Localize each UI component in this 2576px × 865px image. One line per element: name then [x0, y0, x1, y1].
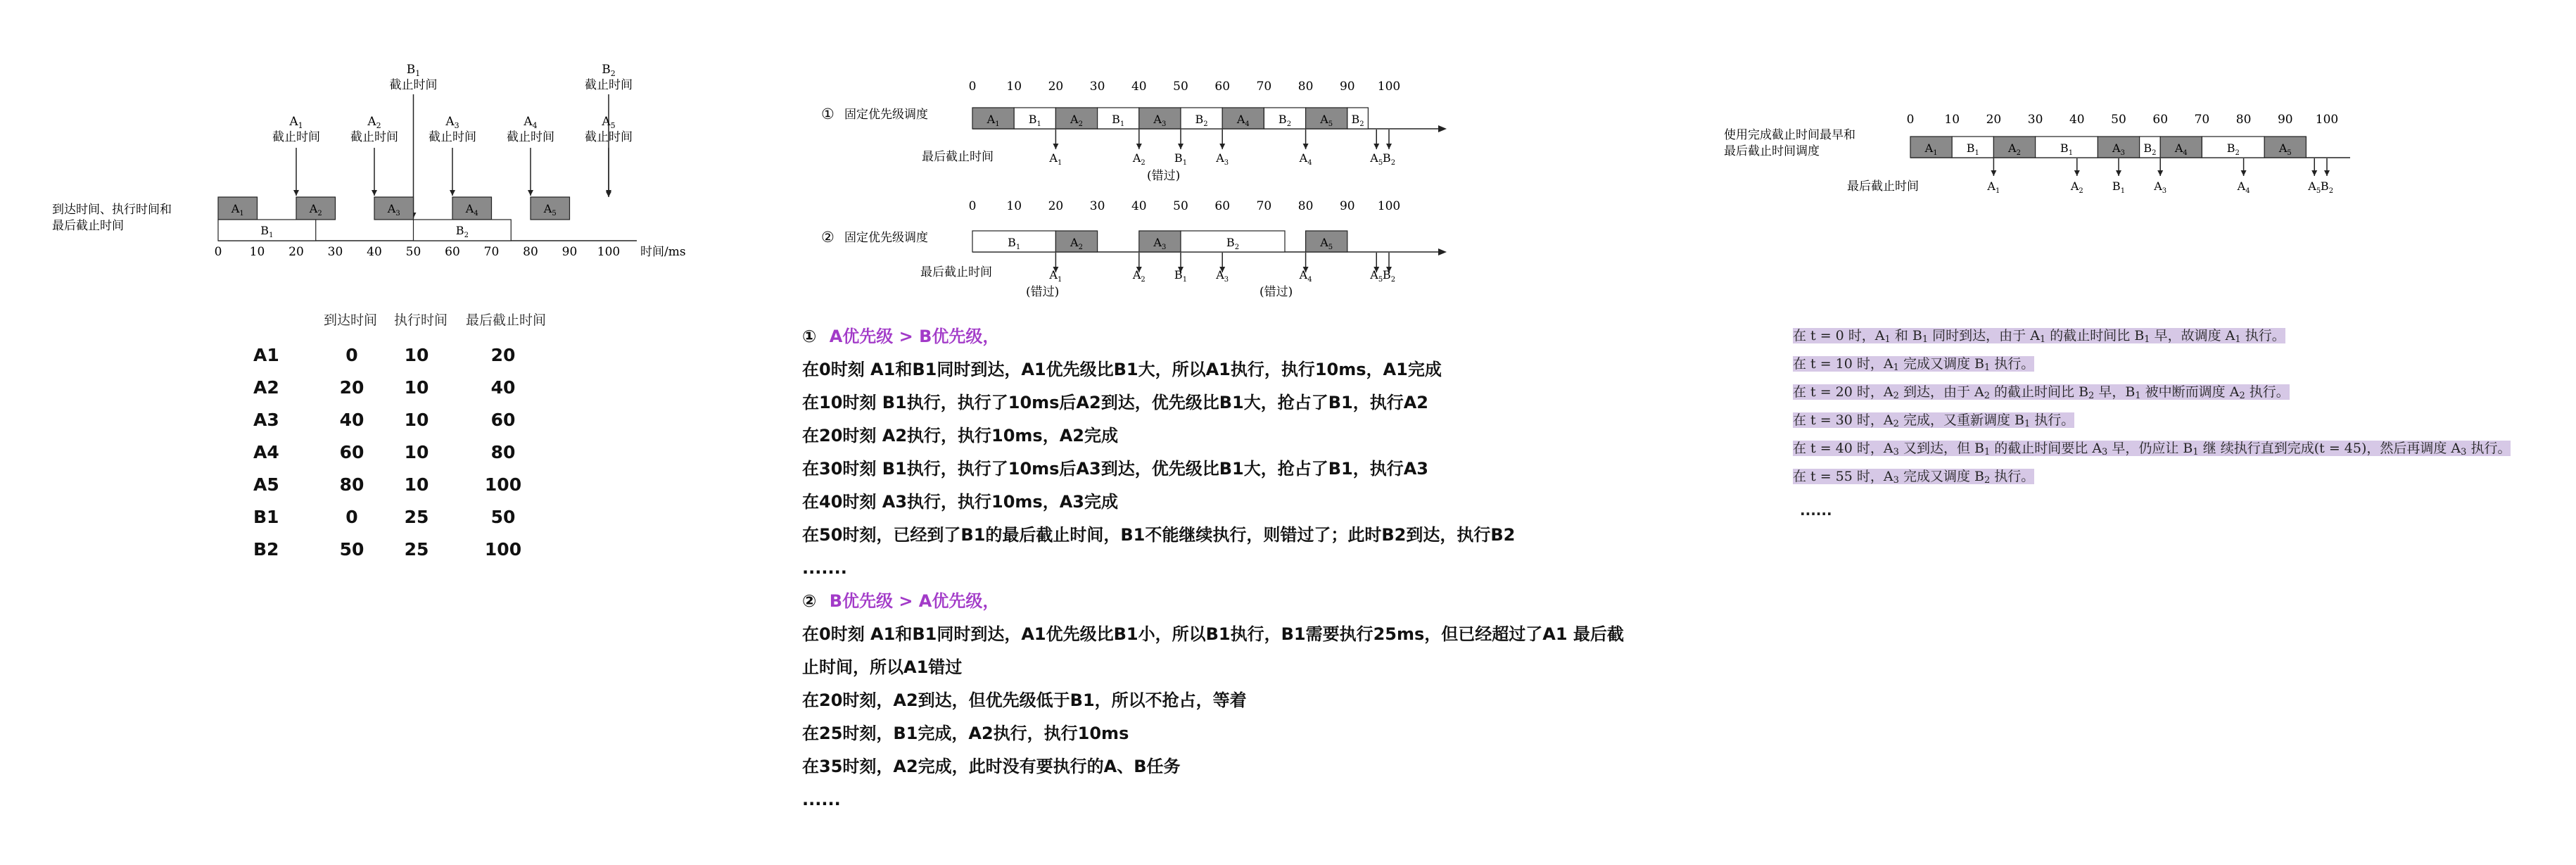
note-text: 继 续执行直到完成(t = 45)，然后再调度 A	[2198, 441, 2461, 456]
deadline-arrow-head	[2311, 170, 2317, 176]
chart2-blocks	[972, 231, 1447, 255]
tick-label: 100	[1377, 80, 1401, 94]
block-b-label: $B_2$	[455, 224, 469, 239]
note-text: 执行。	[2030, 412, 2075, 428]
arrive-value: 60	[339, 442, 364, 462]
a-deadline-text: 截止时间	[585, 130, 633, 144]
edf-label-line1: 使用完成截止时间最早和	[1724, 128, 1855, 142]
subscript: 1	[1984, 362, 1991, 373]
axis-arrow	[1438, 248, 1447, 255]
deadline-arrow-head	[1303, 144, 1309, 149]
explanation-line: 在30时刻 B1执行，执行了10ms后A3到达，优先级比B1大，抢占了B1，执行A3	[802, 459, 1428, 479]
arrive-value: 20	[339, 377, 364, 398]
deadline-arrow-head	[1991, 170, 1996, 176]
tick-label: 70	[483, 245, 500, 259]
edf-note-highlight	[1793, 384, 2290, 400]
block-label: $B_2$	[1195, 113, 1208, 128]
chart1-ticks	[969, 80, 1401, 94]
subscript: 1	[1984, 447, 1991, 457]
side-label-line1: 到达时间、执行时间和	[52, 203, 172, 217]
edf-blocks	[1910, 137, 2350, 161]
explanation-line: .......	[802, 558, 847, 578]
chart2-deadline-label: 最后截止时间	[920, 265, 992, 279]
subscript: 1	[2235, 334, 2241, 345]
edf-note-highlight	[1793, 356, 2034, 372]
exec-value: 10	[404, 474, 429, 495]
edf-note-highlight	[1793, 469, 2034, 484]
subscript: 1	[2144, 334, 2150, 345]
tick-label: 0	[968, 199, 977, 213]
tick-label: 30	[1089, 80, 1105, 94]
tick-label: 30	[1089, 199, 1105, 213]
block-a-label: $A_5$	[543, 202, 557, 217]
subscript: 3	[2461, 447, 2467, 457]
exec-value: 10	[404, 410, 429, 430]
explanation-line: ......	[802, 790, 841, 809]
subscript: 1	[2193, 447, 2199, 457]
a-deadline-sym: $A_5$	[602, 115, 616, 130]
tick-label: 10	[1006, 199, 1022, 213]
tick-label: 80	[1297, 199, 1314, 213]
tick-label: 100	[597, 245, 621, 259]
deadline-mark: $B_1$	[2112, 179, 2126, 195]
explanation-line: 在25时刻，B1完成，A2执行，执行10ms	[802, 724, 1129, 743]
deadline-arrow-head	[2324, 170, 2330, 176]
block-label: $B_2$	[2226, 141, 2240, 157]
block-label: $A_5$	[1320, 236, 1333, 251]
note-text: 在 t = 40 时，A	[1793, 441, 1893, 456]
a-deadline-text: 截止时间	[350, 130, 398, 144]
tick-label: 90	[2277, 113, 2293, 127]
header-arrive: 到达时间	[324, 312, 378, 328]
note-text: 的截止时间比 B	[1990, 384, 2089, 400]
tick-label: 60	[445, 245, 460, 259]
deadline-arrow-head	[2241, 170, 2247, 176]
explanation-line: 在20时刻，A2到达，但优先级低于B1，所以不抢占，等着	[802, 690, 1247, 710]
tick-label: 90	[1339, 80, 1355, 94]
deadline-arrow-head	[2157, 170, 2163, 176]
case1-lines	[802, 353, 1717, 585]
deadline-arrow-head	[1053, 144, 1058, 149]
tick-label: 0	[968, 80, 977, 94]
task-name: B1	[253, 507, 279, 527]
block-label: $A_2$	[1070, 236, 1083, 251]
a-deadline-sym: $A_4$	[524, 115, 538, 130]
deadline-arrow-head	[1386, 144, 1392, 149]
edf-ticks	[1907, 113, 2339, 127]
subscript: 2	[1984, 391, 1990, 401]
tick-label: 50	[1173, 80, 1188, 94]
edf-note-highlight	[1793, 412, 2074, 428]
deadline-mark: $B_1$	[1174, 151, 1188, 167]
subscript: 1	[2024, 419, 2031, 429]
subscript: 3	[1893, 475, 1899, 486]
note-text: 早，故调度 A	[2150, 328, 2235, 343]
block-a-label: $A_2$	[309, 202, 322, 217]
chart2-deadlines	[1048, 253, 1395, 284]
arrive-value: 50	[339, 539, 364, 560]
deadline-mark: $A_4$	[1299, 268, 1312, 284]
case1-heading: ① A优先级 > B优先级，	[802, 327, 1000, 346]
task-name: A2	[253, 377, 279, 398]
side-label-line2: 最后截止时间	[52, 219, 124, 233]
deadline-mark: $A_1$	[1049, 268, 1062, 284]
subscript: 2	[1893, 419, 1899, 429]
block-label: $A_1$	[986, 113, 1000, 128]
explanation-line: 止时间，所以A1错过	[802, 657, 963, 677]
timeline-ticks	[215, 241, 637, 259]
deadline-mark: $A_4$	[1299, 151, 1312, 167]
deadline-mark: $A_1$	[1987, 179, 2000, 195]
note-text: 在 t = 30 时，A	[1793, 412, 1893, 428]
tick-label: 80	[2235, 113, 2252, 127]
note-text: 执行。	[1990, 469, 2035, 484]
block-label: $B_2$	[1351, 113, 1364, 128]
edf-label-line2: 最后截止时间调度	[1724, 144, 1820, 158]
explanation-line: 在35时刻，A2完成，此时没有要执行的A、B任务	[802, 757, 1181, 776]
a-deadline-sym: $A_1$	[289, 115, 303, 130]
edf-ellipsis: ......	[1800, 502, 1832, 519]
block-label: $B_1$	[1028, 113, 1041, 128]
task-name: A1	[253, 345, 279, 365]
subscript: 2	[2239, 391, 2245, 401]
tick-label: 20	[288, 245, 304, 259]
a-deadline-sym: $A_2$	[367, 115, 381, 130]
arrive-value: 0	[345, 507, 358, 527]
task-timeline-diagram	[42, 49, 732, 274]
deadline-mark: $A_2$	[2070, 179, 2083, 195]
task-name: A4	[253, 442, 279, 462]
subscript: 2	[1893, 391, 1899, 401]
subscript: 1	[2135, 391, 2141, 401]
note-text: 在 t = 0 时，A	[1793, 328, 1885, 343]
deadline-mark: $A_5$	[1370, 268, 1383, 284]
block-label: $A_1$	[1924, 141, 1938, 157]
deadline-mark: $A_1$	[1049, 151, 1062, 167]
case2-title: B优先级 > A优先级，	[829, 591, 1000, 611]
tick-label: 0	[1906, 113, 1915, 127]
tick-label: 10	[1006, 80, 1022, 94]
block-label: $A_3$	[1153, 236, 1167, 251]
tick-label: 30	[327, 245, 343, 259]
edf-note-lines	[1793, 322, 2567, 491]
deadline-arrow-head	[1136, 144, 1142, 149]
task-name: A3	[253, 410, 279, 430]
block-a-label: $A_1$	[231, 202, 244, 217]
edf-notes	[1793, 322, 2567, 524]
deadline-mark: $A_3$	[1216, 151, 1229, 167]
a-deadline-arrow-head	[450, 190, 455, 196]
deadline-mark: $A_5$	[2308, 179, 2321, 195]
tick-label: 0	[214, 245, 222, 259]
deadline-mark: $A_5$	[1370, 151, 1383, 167]
edf-note-line	[1793, 322, 2567, 350]
block-label: $B_1$	[1008, 236, 1021, 251]
deadline-arrow-head	[1219, 144, 1225, 149]
chart1-blocks	[972, 108, 1447, 132]
tick-label: 40	[2069, 113, 2085, 127]
edf-note-highlight	[1793, 328, 2285, 343]
subscript: 2	[2088, 391, 2095, 401]
arrive-value: 0	[345, 345, 358, 365]
exec-value: 25	[404, 507, 429, 527]
block-label: $B_1$	[2060, 141, 2074, 157]
block-label: $A_3$	[1153, 113, 1167, 128]
tick-label: 50	[2111, 113, 2126, 127]
subscript: 1	[1922, 334, 1929, 345]
explanation-line: 在40时刻 A3执行，执行10ms，A3完成	[802, 492, 1118, 512]
note-text: 完成又调度 B	[1898, 469, 1984, 484]
axis-arrow	[1438, 125, 1447, 132]
subscript: 2	[1984, 475, 1991, 486]
a-deadline-text: 截止时间	[507, 130, 554, 144]
case2-lines	[802, 618, 1717, 816]
edf-note-line	[1793, 406, 2567, 434]
note-text: 执行。	[2245, 384, 2290, 400]
deadline-arrow-head	[1178, 144, 1184, 149]
edf-deadline-label: 最后截止时间	[1847, 179, 1919, 194]
tick-label: 20	[1048, 80, 1064, 94]
note-text: 执行。	[1990, 356, 2035, 372]
tick-label: 30	[2027, 113, 2043, 127]
header-exec: 执行时间	[394, 312, 448, 328]
deadline-value: 40	[490, 377, 516, 398]
explanation-line: 在0时刻 A1和B1同时到达，A1优先级比B1小，所以B1执行，B1需要执行25ms，但已经超过了A1 最后截	[802, 624, 1624, 644]
b-deadline-text: 截止时间	[389, 78, 438, 92]
note-text: 早，B	[2094, 384, 2136, 400]
exec-value: 10	[404, 345, 429, 365]
arrive-value: 80	[339, 474, 364, 495]
note-text: 和 B	[1890, 328, 1922, 343]
chart1-label: 固定优先级调度	[844, 108, 928, 122]
fixed-priority-diagram	[816, 70, 1449, 317]
tick-label: 90	[561, 245, 578, 259]
deadline-value: 100	[484, 539, 522, 560]
note-text: 执行。	[2466, 441, 2511, 456]
block-label: $A_5$	[2278, 141, 2292, 157]
deadline-arrow-head	[2116, 170, 2121, 176]
deadline-value: 80	[490, 442, 516, 462]
deadline-mark: $B_1$	[1174, 268, 1188, 284]
deadline-mark: $B_2$	[1382, 268, 1396, 284]
deadline-mark: $A_3$	[2154, 179, 2167, 195]
edf-note-line	[1793, 378, 2567, 406]
note-text: 在 t = 55 时，A	[1793, 469, 1893, 484]
a-deadline-text: 截止时间	[272, 130, 320, 144]
task-blocks	[218, 197, 570, 241]
chart1-missed: (错过)	[1147, 169, 1181, 183]
block-b-label: $B_1$	[260, 224, 274, 239]
block-label: $A_2$	[2008, 141, 2021, 157]
block-a-label: $A_3$	[387, 202, 400, 217]
chart2-circle: ②	[821, 229, 835, 246]
block-a-label: $A_4$	[465, 202, 478, 217]
chart1-deadline-label: 最后截止时间	[922, 150, 994, 164]
block-label: $B_2$	[1226, 236, 1240, 251]
note-text: 同时到达，由于 A	[1928, 328, 2040, 343]
chart2-ticks	[969, 199, 1401, 213]
explanation-line: 在0时刻 A1和B1同时到达，A1优先级比B1大，所以A1执行，执行10ms，A1完成	[802, 360, 1442, 379]
tick-label: 20	[1986, 113, 2002, 127]
chart2-label: 固定优先级调度	[844, 231, 928, 245]
block-label: $B_1$	[1112, 113, 1125, 128]
block-label: $B_2$	[1278, 113, 1292, 128]
deadline-value: 100	[484, 474, 522, 495]
tick-label: 10	[1944, 113, 1960, 127]
explanation-line: 在50时刻，已经到了B1的最后截止时间，B1不能继续执行，则错过了；此时B2到达，执行B2	[802, 525, 1516, 545]
note-text: 到达，由于 A	[1898, 384, 1984, 400]
header-deadline: 最后截止时间	[466, 312, 547, 328]
a-deadline-sym: $A_3$	[445, 115, 459, 130]
exec-value: 10	[404, 442, 429, 462]
exec-value: 10	[404, 377, 429, 398]
tick-label: 60	[1214, 80, 1231, 94]
tick-label: 70	[1256, 80, 1272, 94]
deadline-mark: $B_2$	[2320, 179, 2334, 195]
chart1-deadlines	[1048, 130, 1395, 167]
deadline-arrow-head	[2074, 170, 2080, 176]
b-deadline-sym: $B_2$	[602, 63, 616, 78]
block-label: $A_3$	[2112, 141, 2125, 157]
block-label: $A_4$	[2174, 141, 2188, 157]
deadline-value: 60	[490, 410, 516, 430]
note-text: 的截止时间要比 A	[1990, 441, 2102, 456]
block-label: $B_1$	[1966, 141, 1979, 157]
deadline-value: 20	[490, 345, 516, 365]
edf-note-line	[1793, 434, 2567, 462]
tick-label: 100	[1377, 199, 1401, 213]
subscript: 3	[1893, 447, 1899, 457]
explanation-line: 在20时刻 A2执行，执行10ms，A2完成	[802, 426, 1118, 446]
exec-value: 25	[404, 539, 429, 560]
subscript: 1	[2039, 334, 2046, 345]
case2-heading: ② B优先级 > A优先级，	[802, 591, 1000, 611]
tick-label: 70	[1256, 199, 1272, 213]
deadline-arrow-head	[1373, 144, 1379, 149]
edf-note-highlight	[1793, 441, 2511, 456]
note-text: 完成又调度 B	[1898, 356, 1984, 372]
chart1-circle: ①	[821, 106, 835, 122]
edf-note-line	[1793, 462, 2567, 491]
axis-unit-label: 时间/ms	[640, 245, 686, 259]
tick-label: 70	[2194, 113, 2210, 127]
tick-label: 40	[367, 245, 382, 259]
task-name: B2	[253, 539, 279, 560]
arrive-value: 40	[339, 410, 364, 430]
explanation-line: 在10时刻 B1执行，执行了10ms后A2到达，优先级比B1大，抢占了B1，执行A2	[802, 393, 1428, 412]
tick-label: 50	[405, 245, 421, 259]
note-text: 在 t = 10 时，A	[1793, 356, 1893, 372]
note-text: 执行。	[2240, 328, 2285, 343]
tick-label: 10	[249, 245, 265, 259]
tick-label: 40	[1131, 199, 1147, 213]
a-deadline-arrow-head	[528, 190, 533, 196]
note-text: 被中断而调度 A	[2140, 384, 2240, 400]
chart2-missed-1: (错过)	[1026, 285, 1060, 299]
tick-label: 80	[1297, 80, 1314, 94]
a-deadline-arrow-head	[293, 190, 299, 196]
tick-label: 100	[2315, 113, 2339, 127]
note-text: 又到达，但 B	[1898, 441, 1984, 456]
a-deadline-labels	[272, 115, 633, 196]
deadline-mark: $A_2$	[1132, 268, 1146, 284]
note-text: 完成，又重新调度 B	[1898, 412, 2024, 428]
explanation-text	[802, 320, 1717, 816]
tick-label: 40	[1131, 80, 1147, 94]
b-deadline-sym: $B_1$	[406, 63, 421, 78]
edf-deadlines	[1986, 158, 2333, 195]
edf-diagram	[1717, 106, 2350, 204]
deadline-mark: $A_2$	[1132, 151, 1146, 167]
deadline-value: 50	[490, 507, 516, 527]
task-name: A5	[253, 474, 279, 495]
block-label: $A_5$	[1320, 113, 1333, 128]
subscript: 1	[1893, 362, 1899, 373]
case1-title: A优先级 > B优先级，	[829, 327, 1000, 346]
block-label: $A_2$	[1070, 113, 1083, 128]
tick-label: 60	[1214, 199, 1231, 213]
b-deadline-text: 截止时间	[585, 78, 633, 92]
a-deadline-text: 截止时间	[429, 130, 476, 144]
tick-label: 60	[2152, 113, 2169, 127]
tick-label: 20	[1048, 199, 1064, 213]
tick-label: 50	[1173, 199, 1188, 213]
note-text: 早，仍应让 B	[2107, 441, 2193, 456]
chart2-missed-2: (错过)	[1260, 285, 1293, 299]
tick-label: 90	[1339, 199, 1355, 213]
block-label: $B_2$	[2143, 141, 2157, 157]
deadline-mark: $A_3$	[1216, 268, 1229, 284]
deadline-mark: $B_2$	[1382, 151, 1396, 167]
note-text: 在 t = 20 时，A	[1793, 384, 1893, 400]
block-label: $A_4$	[1236, 113, 1250, 128]
edf-note-line	[1793, 350, 2567, 378]
a-deadline-arrow-head	[372, 190, 377, 196]
tick-label: 80	[523, 245, 538, 259]
subscript: 1	[1884, 334, 1891, 345]
deadline-mark: $A_4$	[2237, 179, 2250, 195]
note-text: 的截止时间比 B	[2045, 328, 2145, 343]
subscript: 3	[2102, 447, 2108, 457]
